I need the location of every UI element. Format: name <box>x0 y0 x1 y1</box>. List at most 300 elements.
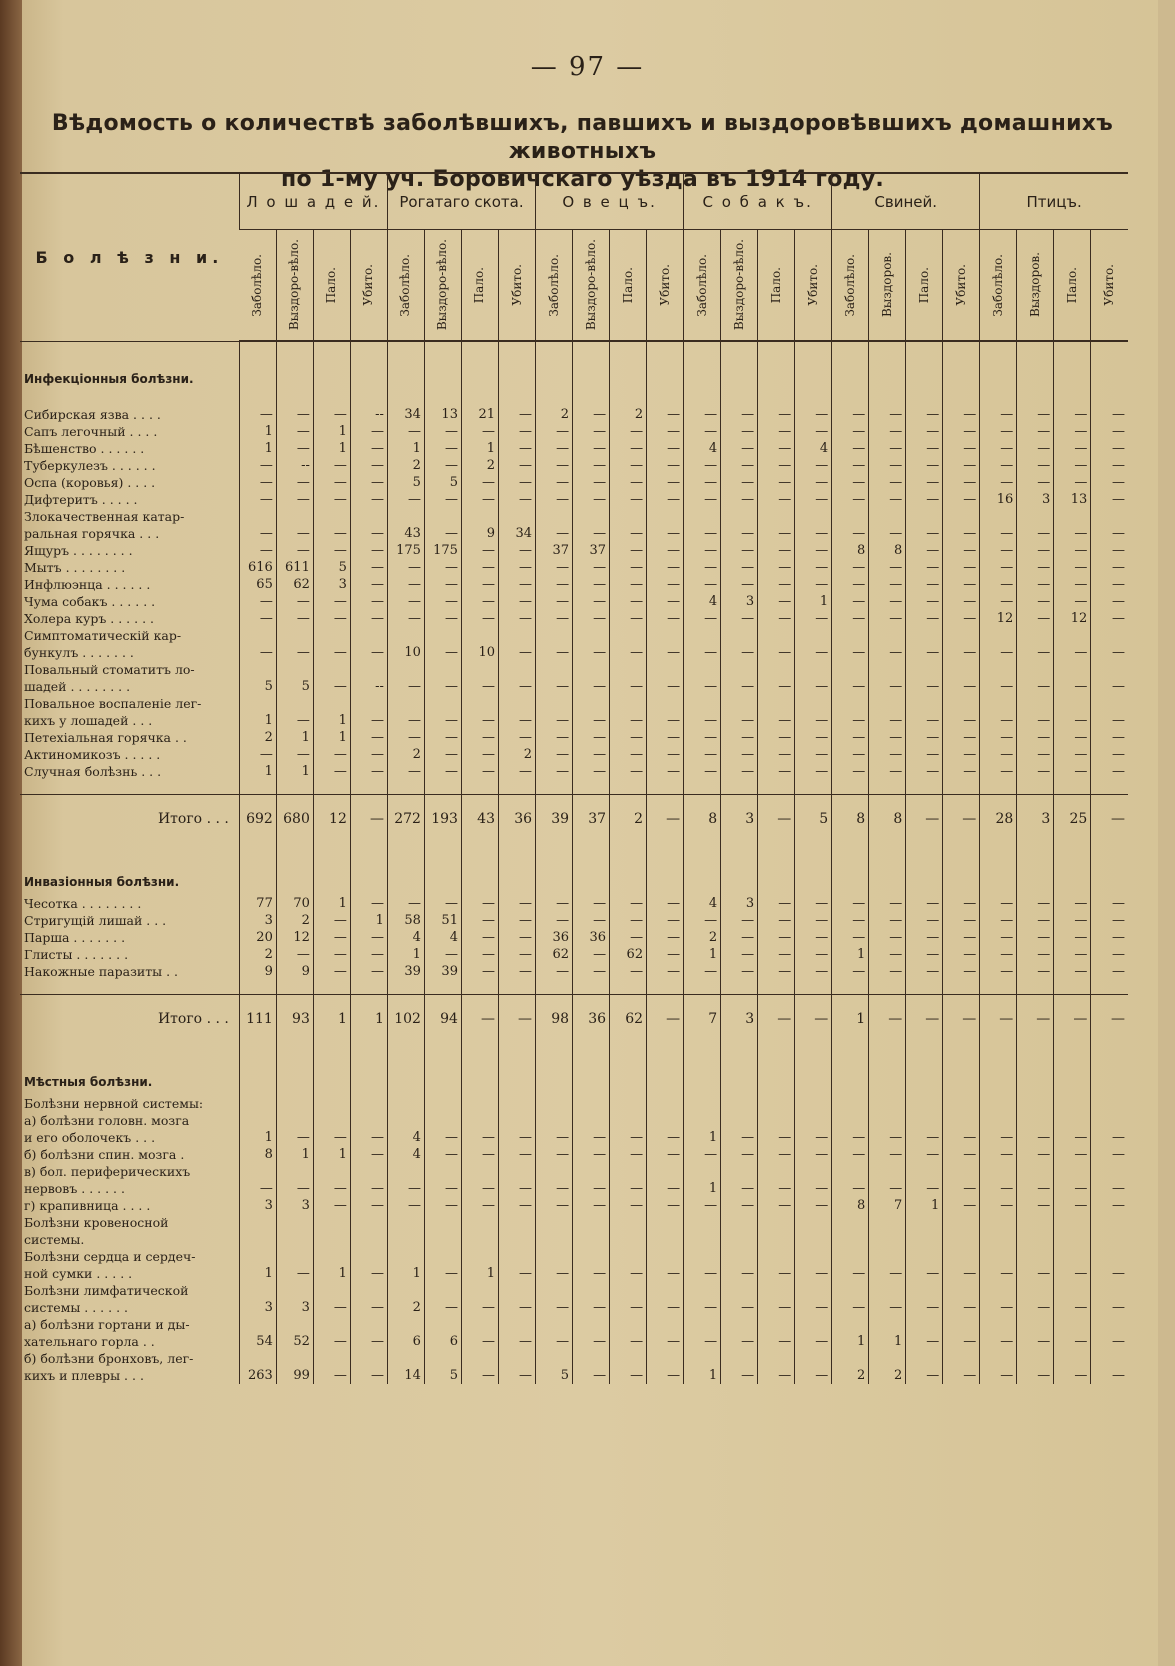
cell-value: -- <box>350 678 387 695</box>
table-row <box>20 729 1128 746</box>
cell-value <box>1091 661 1128 678</box>
cell-value: — <box>1017 912 1054 929</box>
cell-value: — <box>276 593 313 610</box>
disease-name: кихъ и плевры . . . <box>24 1367 144 1383</box>
cell-value: — <box>721 440 758 457</box>
cell-value: — <box>498 1146 535 1163</box>
cell-value: — <box>313 929 350 946</box>
cell-value: — <box>647 1299 684 1316</box>
cell-value: — <box>536 474 573 491</box>
cell-value <box>350 1248 387 1265</box>
table-row <box>20 644 1128 661</box>
cell-value: — <box>869 746 906 763</box>
cell-value: — <box>498 712 535 729</box>
col-header-birds-1 <box>1017 230 1054 342</box>
cell-value: — <box>461 1197 498 1214</box>
disease-name: Оспа (коровья) . . . . <box>24 474 156 490</box>
cell-value: — <box>610 440 647 457</box>
cell-value: — <box>313 1299 350 1316</box>
cell-value: — <box>721 423 758 440</box>
cell-value: — <box>795 746 832 763</box>
cell-value <box>795 1282 832 1299</box>
cell-value: 4 <box>424 929 461 946</box>
cell-value: — <box>498 576 535 593</box>
cell-value: — <box>1054 423 1091 440</box>
cell-value: — <box>980 542 1017 559</box>
cell-value: — <box>943 1146 980 1163</box>
cell-value: — <box>536 457 573 474</box>
cell-value <box>684 661 721 678</box>
cell-value <box>461 1350 498 1367</box>
disease-name: Чума собакъ . . . . . . <box>24 593 156 609</box>
empty-cell <box>1054 845 1091 895</box>
cell-value: — <box>1091 963 1128 980</box>
cell-value: — <box>610 929 647 946</box>
cell-value: 28 <box>980 794 1017 845</box>
disease-name: Случная болѣзнь . . . <box>24 763 162 779</box>
cell-value: 3 <box>721 794 758 845</box>
cell-value: — <box>832 593 869 610</box>
cell-value: — <box>980 1333 1017 1350</box>
cell-value: — <box>536 576 573 593</box>
cell-value: — <box>1054 678 1091 695</box>
empty-cell <box>647 845 684 895</box>
cell-value: — <box>758 610 795 627</box>
cell-value: 62 <box>536 946 573 963</box>
disease-name: Мытъ . . . . . . . . <box>24 559 126 575</box>
cell-value: — <box>980 963 1017 980</box>
empty-cell <box>461 392 498 406</box>
cell-value: — <box>869 912 906 929</box>
group-cattle: Рогатаго скота. <box>387 173 535 230</box>
disease-name: б) болѣзни бронховъ, лег- <box>24 1350 194 1366</box>
cell-value: 1 <box>684 1129 721 1146</box>
cell-value: 1 <box>313 729 350 746</box>
cell-value: 36 <box>498 794 535 845</box>
cell-value: — <box>795 1265 832 1282</box>
cell-value: 4 <box>387 1146 424 1163</box>
col-header-label: Убито. <box>805 264 820 306</box>
cell-value: — <box>721 963 758 980</box>
cell-value: — <box>943 644 980 661</box>
cell-value: — <box>610 610 647 627</box>
cell-value: — <box>869 712 906 729</box>
cell-value: — <box>1054 525 1091 542</box>
cell-value: — <box>943 474 980 491</box>
cell-value: — <box>610 491 647 508</box>
cell-value: — <box>721 542 758 559</box>
cell-value <box>721 1163 758 1180</box>
empty-cell <box>1017 1045 1054 1095</box>
cell-value <box>832 1112 869 1129</box>
cell-value: — <box>906 1146 943 1163</box>
cell-value: — <box>498 1299 535 1316</box>
cell-value: — <box>943 525 980 542</box>
cell-value: — <box>424 763 461 780</box>
col-header-label: Пало. <box>472 266 487 304</box>
cell-value <box>647 1112 684 1129</box>
cell-value: — <box>387 895 424 912</box>
cell-value: — <box>610 576 647 593</box>
table-row <box>20 746 1128 763</box>
cell-value: — <box>313 644 350 661</box>
cell-value: — <box>573 474 610 491</box>
cell-value: — <box>721 1180 758 1197</box>
cell-value: — <box>721 1367 758 1384</box>
disease-name: Стригущій лишай . . . <box>24 912 167 928</box>
cell-value: 2 <box>869 1367 906 1384</box>
cell-value: — <box>1054 1367 1091 1384</box>
cell-value: 2 <box>461 457 498 474</box>
cell-value <box>1091 1095 1128 1112</box>
cell-value: — <box>350 491 387 508</box>
cell-value: — <box>721 525 758 542</box>
empty-cell <box>276 980 313 995</box>
cell-value: 8 <box>832 794 869 845</box>
cell-value <box>573 1095 610 1112</box>
empty-cell <box>943 780 980 795</box>
cell-value: — <box>980 1180 1017 1197</box>
disease-name: Болѣзни сердца и сердеч- <box>24 1248 196 1264</box>
cell-value <box>498 1214 535 1231</box>
cell-value <box>350 661 387 678</box>
cell-value: — <box>943 423 980 440</box>
cell-value <box>1054 1163 1091 1180</box>
cell-value: 1 <box>313 440 350 457</box>
cell-value <box>980 1095 1017 1112</box>
cell-value: 611 <box>276 559 313 576</box>
cell-value: — <box>980 1197 1017 1214</box>
cell-value: — <box>1017 474 1054 491</box>
cell-value: — <box>1017 559 1054 576</box>
cell-value <box>387 1112 424 1129</box>
diseases-header-label: Б о л ѣ з н и. <box>35 247 224 267</box>
cell-value: — <box>313 542 350 559</box>
cell-value: — <box>795 1333 832 1350</box>
cell-value <box>1091 508 1128 525</box>
cell-value: — <box>1054 474 1091 491</box>
cell-value: 6 <box>424 1333 461 1350</box>
col-header-cattle-3 <box>498 230 535 342</box>
cell-value: — <box>239 474 276 491</box>
cell-value: — <box>684 678 721 695</box>
cell-value: — <box>424 423 461 440</box>
empty-cell <box>387 780 424 795</box>
cell-value: — <box>424 895 461 912</box>
cell-value: — <box>239 746 276 763</box>
total-row <box>20 794 1128 845</box>
cell-value: — <box>795 457 832 474</box>
empty-cell <box>239 980 276 995</box>
empty-cell <box>387 845 424 895</box>
cell-value: 3 <box>239 1197 276 1214</box>
empty-cell <box>906 392 943 406</box>
cell-value: 5 <box>239 678 276 695</box>
empty-cell <box>906 341 943 392</box>
cell-value: — <box>795 963 832 980</box>
cell-value: 98 <box>536 994 573 1045</box>
cell-value <box>498 508 535 525</box>
table-row <box>20 1129 1128 1146</box>
cell-value: — <box>610 963 647 980</box>
cell-value: 1 <box>276 1146 313 1163</box>
cell-value: 3 <box>313 576 350 593</box>
empty-cell <box>20 392 239 406</box>
cell-value: — <box>721 559 758 576</box>
cell-value: — <box>721 946 758 963</box>
cell-value: — <box>943 440 980 457</box>
empty-cell <box>387 980 424 995</box>
empty-cell <box>647 1045 684 1095</box>
cell-value: — <box>647 610 684 627</box>
cell-value: — <box>943 929 980 946</box>
cell-value <box>313 1095 350 1112</box>
cell-value <box>276 1112 313 1129</box>
cell-value: — <box>943 1180 980 1197</box>
cell-value: — <box>943 912 980 929</box>
empty-cell <box>498 341 535 392</box>
table-row <box>20 1214 1128 1231</box>
cell-value <box>647 1163 684 1180</box>
cell-value: — <box>1054 457 1091 474</box>
empty-cell <box>906 780 943 795</box>
cell-value: — <box>536 440 573 457</box>
table-row <box>20 1231 1128 1248</box>
empty-cell <box>313 1045 350 1095</box>
cell-value: — <box>647 406 684 423</box>
disease-name: кихъ у лошадей . . . <box>24 712 153 728</box>
cell-value: — <box>906 406 943 423</box>
cell-value <box>424 1095 461 1112</box>
cell-value: — <box>795 576 832 593</box>
cell-value: — <box>387 610 424 627</box>
cell-value: 34 <box>498 525 535 542</box>
cell-value <box>1017 1231 1054 1248</box>
cell-value <box>461 1231 498 1248</box>
cell-value <box>424 508 461 525</box>
table-row <box>20 1248 1128 1265</box>
cell-value: — <box>684 525 721 542</box>
empty-cell <box>610 845 647 895</box>
col-header-birds-3 <box>1091 230 1128 342</box>
cell-value: — <box>1054 994 1091 1045</box>
cell-value: — <box>721 763 758 780</box>
cell-value <box>461 661 498 678</box>
cell-value: — <box>461 610 498 627</box>
cell-value: 5 <box>276 678 313 695</box>
cell-value <box>610 1248 647 1265</box>
cell-value: — <box>758 794 795 845</box>
empty-cell <box>610 392 647 406</box>
cell-value: — <box>461 576 498 593</box>
cell-value: — <box>276 1265 313 1282</box>
cell-value <box>647 1231 684 1248</box>
cell-value <box>832 1163 869 1180</box>
cell-value: — <box>536 644 573 661</box>
col-header-label: Выздоро-вѣло. <box>435 239 450 331</box>
cell-value: — <box>758 912 795 929</box>
cell-value: — <box>647 1333 684 1350</box>
cell-value: 37 <box>573 542 610 559</box>
cell-value: — <box>795 525 832 542</box>
cell-value <box>239 661 276 678</box>
cell-value <box>832 508 869 525</box>
cell-value: — <box>313 963 350 980</box>
cell-value <box>869 1350 906 1367</box>
cell-value: — <box>1091 1129 1128 1146</box>
cell-value <box>1054 1350 1091 1367</box>
cell-value: 1 <box>461 1265 498 1282</box>
cell-value <box>980 627 1017 644</box>
cell-value <box>461 1163 498 1180</box>
cell-value <box>276 695 313 712</box>
cell-value: 12 <box>276 929 313 946</box>
cell-value <box>276 1350 313 1367</box>
cell-value <box>573 1350 610 1367</box>
cell-value <box>1054 627 1091 644</box>
cell-value: 1 <box>239 712 276 729</box>
cell-value: — <box>1017 1299 1054 1316</box>
table-row <box>20 457 1128 474</box>
cell-value: — <box>795 729 832 746</box>
cell-value: — <box>721 1299 758 1316</box>
cell-value <box>684 1095 721 1112</box>
cell-value: — <box>647 457 684 474</box>
cell-value: — <box>350 525 387 542</box>
cell-value: — <box>647 1367 684 1384</box>
cell-value: — <box>795 712 832 729</box>
cell-value: — <box>758 946 795 963</box>
empty-cell <box>387 1045 424 1095</box>
cell-value <box>461 1248 498 1265</box>
cell-value: 4 <box>387 1129 424 1146</box>
empty-cell <box>498 980 535 995</box>
empty-cell <box>795 845 832 895</box>
cell-value <box>424 1112 461 1129</box>
cell-value: — <box>1054 963 1091 980</box>
cell-value: — <box>461 763 498 780</box>
cell-value <box>536 1316 573 1333</box>
cell-value: — <box>869 406 906 423</box>
cell-value: 8 <box>832 542 869 559</box>
cell-value: 2 <box>610 406 647 423</box>
empty-cell <box>1054 980 1091 995</box>
empty-cell <box>573 392 610 406</box>
cell-value <box>721 1282 758 1299</box>
cell-value <box>943 1282 980 1299</box>
cell-value: — <box>943 542 980 559</box>
cell-value <box>610 1214 647 1231</box>
cell-value: — <box>721 729 758 746</box>
cell-value: — <box>758 593 795 610</box>
table-row <box>20 1316 1128 1333</box>
cell-value: — <box>869 729 906 746</box>
group-pigs: Свиней. <box>832 173 980 230</box>
empty-cell <box>832 1045 869 1095</box>
cell-value: 1 <box>276 729 313 746</box>
cell-value <box>424 1316 461 1333</box>
cell-value <box>721 1350 758 1367</box>
cell-value: — <box>573 895 610 912</box>
cell-value <box>498 1112 535 1129</box>
cell-value <box>350 1282 387 1299</box>
cell-value: 2 <box>276 912 313 929</box>
empty-cell <box>684 845 721 895</box>
cell-value <box>610 1350 647 1367</box>
cell-value: — <box>906 440 943 457</box>
cell-value: — <box>1091 678 1128 695</box>
cell-value <box>684 1112 721 1129</box>
cell-value <box>424 661 461 678</box>
cell-value: — <box>832 644 869 661</box>
cell-value <box>906 508 943 525</box>
cell-value <box>313 1350 350 1367</box>
cell-value: — <box>832 963 869 980</box>
cell-value: — <box>610 1367 647 1384</box>
cell-value: — <box>721 678 758 695</box>
empty-cell <box>684 1045 721 1095</box>
cell-value: — <box>498 593 535 610</box>
cell-value: 43 <box>461 794 498 845</box>
cell-value: — <box>1017 1367 1054 1384</box>
cell-value: 3 <box>276 1299 313 1316</box>
cell-value: — <box>943 946 980 963</box>
cell-value: — <box>980 593 1017 610</box>
cell-value: — <box>424 593 461 610</box>
cell-value <box>758 1282 795 1299</box>
cell-value: — <box>498 1333 535 1350</box>
cell-value <box>424 1248 461 1265</box>
cell-value: — <box>980 525 1017 542</box>
cell-value: 5 <box>795 794 832 845</box>
empty-cell <box>573 845 610 895</box>
cell-value: — <box>573 593 610 610</box>
cell-value: — <box>869 440 906 457</box>
cell-value: — <box>832 491 869 508</box>
cell-value: — <box>1091 440 1128 457</box>
cell-value: — <box>906 729 943 746</box>
cell-value: — <box>313 406 350 423</box>
empty-cell <box>647 341 684 392</box>
empty-cell <box>313 392 350 406</box>
cell-value: — <box>424 1180 461 1197</box>
cell-value: — <box>684 491 721 508</box>
cell-value: — <box>906 678 943 695</box>
cell-value: — <box>647 994 684 1045</box>
cell-value: — <box>795 559 832 576</box>
cell-value: — <box>1091 474 1128 491</box>
cell-value <box>832 1350 869 1367</box>
cell-value: — <box>684 712 721 729</box>
cell-value <box>239 1282 276 1299</box>
cell-value <box>461 1214 498 1231</box>
empty-cell <box>276 845 313 895</box>
cell-value <box>1054 1095 1091 1112</box>
cell-value: — <box>1054 895 1091 912</box>
cell-value: — <box>1054 912 1091 929</box>
col-header-label: Заболѣло. <box>694 253 709 317</box>
cell-value: — <box>684 559 721 576</box>
empty-cell <box>795 980 832 995</box>
cell-value: — <box>906 1180 943 1197</box>
page-number: — 97 — <box>530 52 645 82</box>
empty-cell <box>1054 341 1091 392</box>
cell-value <box>498 661 535 678</box>
cell-value <box>906 1282 943 1299</box>
cell-value: — <box>1054 1299 1091 1316</box>
cell-value: — <box>943 491 980 508</box>
section-row <box>20 1045 1128 1095</box>
